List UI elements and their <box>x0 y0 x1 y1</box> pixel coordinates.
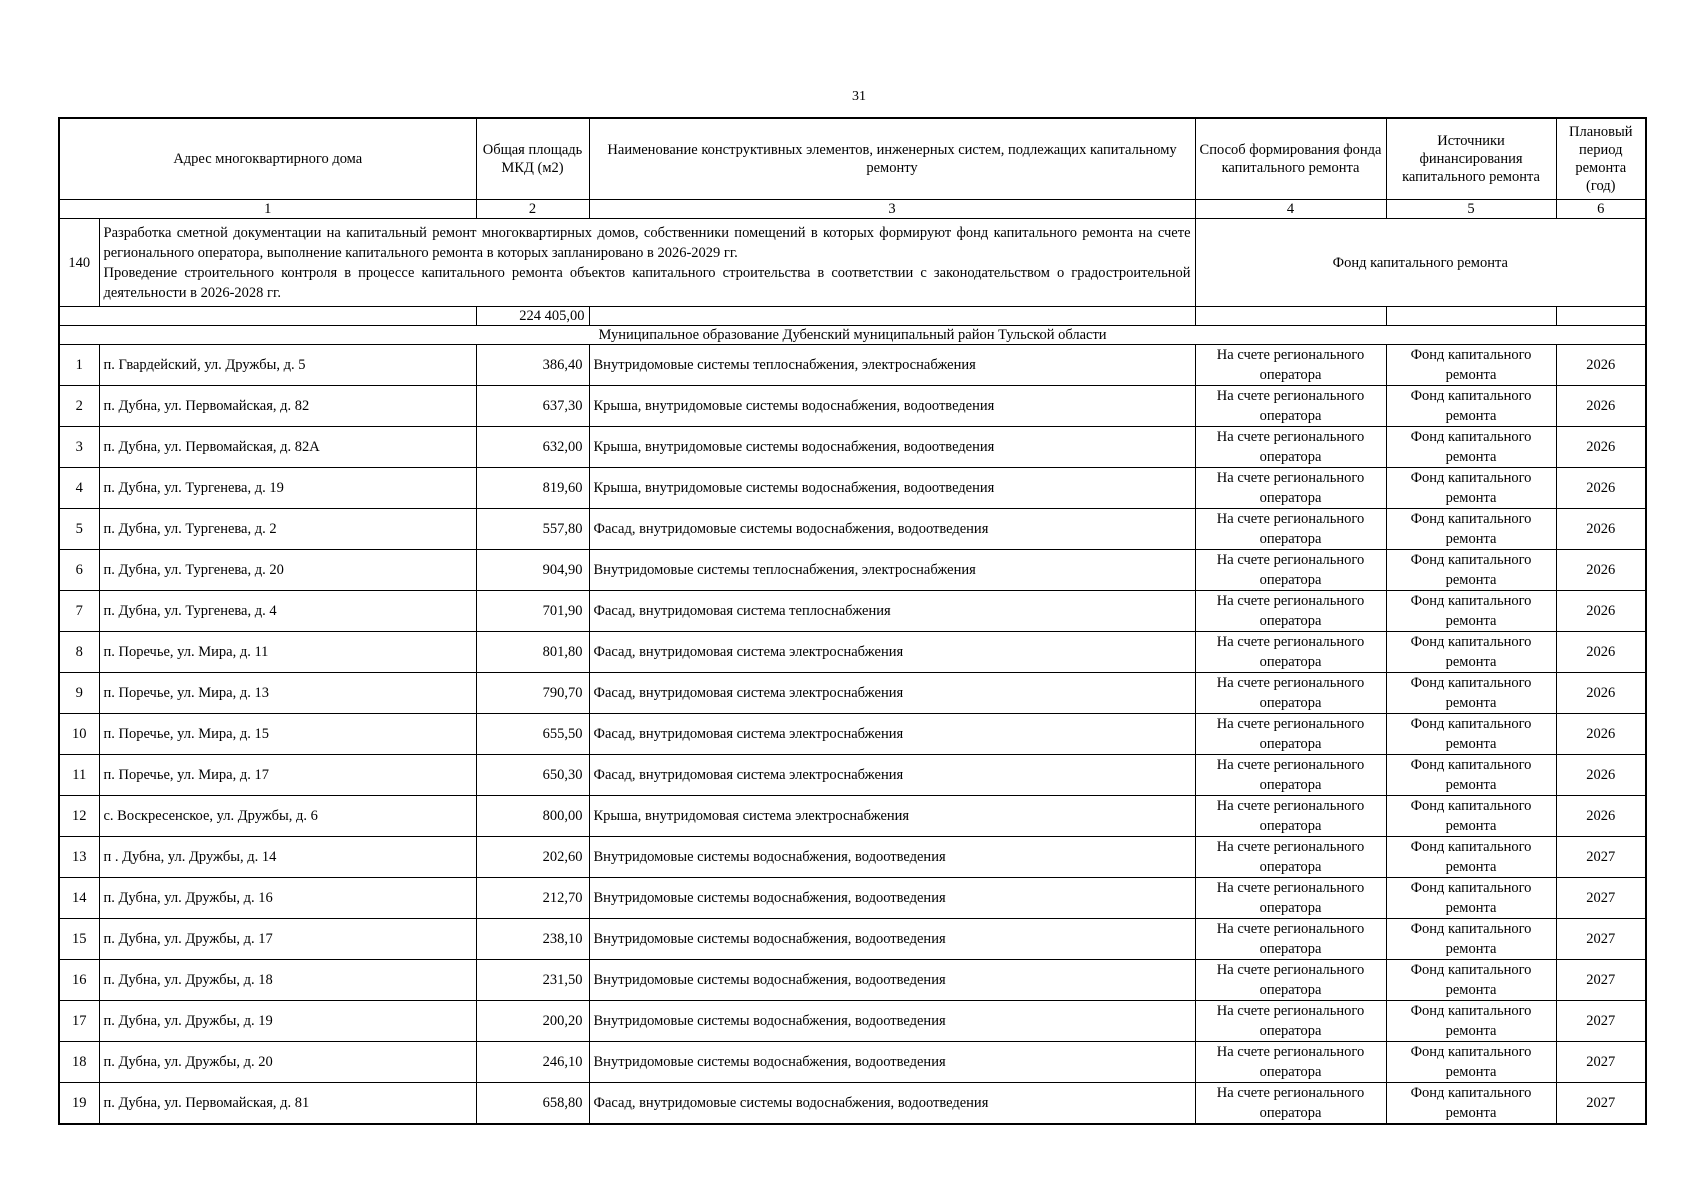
table-row <box>59 796 1646 837</box>
row-year: 2027 <box>1556 837 1646 878</box>
row-source: Фонд капитального ремонта <box>1386 960 1556 1001</box>
header-year: Плановый период ремонта (год) <box>1556 118 1646 200</box>
row-elements: Внутридомовые системы водоснабжения, водоотведения <box>589 1001 1195 1042</box>
row-address: п . Дубна, ул. Дружбы, д. 14 <box>99 837 476 878</box>
row-method: На счете регионального оператора <box>1195 878 1386 919</box>
row-source: Фонд капитального ремонта <box>1386 550 1556 591</box>
row-area: 790,70 <box>476 673 589 714</box>
row-year: 2026 <box>1556 345 1646 386</box>
row-source: Фонд капитального ремонта <box>1386 632 1556 673</box>
row-source: Фонд капитального ремонта <box>1386 878 1556 919</box>
header-source: Источники финансирования капитального ремонта <box>1386 118 1556 200</box>
row-address: с. Воскресенское, ул. Дружбы, д. 6 <box>99 796 476 837</box>
row-method: На счете регионального оператора <box>1195 714 1386 755</box>
row-method: На счете регионального оператора <box>1195 1001 1386 1042</box>
column-number: 3 <box>589 200 1195 219</box>
row-method: На счете регионального оператора <box>1195 1083 1386 1125</box>
row-number: 14 <box>59 878 99 919</box>
total-row <box>59 307 1646 326</box>
row-year: 2026 <box>1556 509 1646 550</box>
row-year: 2026 <box>1556 632 1646 673</box>
row-area: 238,10 <box>476 919 589 960</box>
row-address: п. Дубна, ул. Дружбы, д. 20 <box>99 1042 476 1083</box>
row-year: 2027 <box>1556 960 1646 1001</box>
row-method: На счете регионального оператора <box>1195 632 1386 673</box>
row-elements: Фасад, внутридомовая система электроснабжения <box>589 632 1195 673</box>
header-row <box>59 118 1646 200</box>
row-source: Фонд капитального ремонта <box>1386 673 1556 714</box>
row-address: п. Дубна, ул. Тургенева, д. 20 <box>99 550 476 591</box>
row-number: 10 <box>59 714 99 755</box>
row-elements: Крыша, внутридомовые системы водоснабжения, водоотведения <box>589 468 1195 509</box>
column-number: 5 <box>1386 200 1556 219</box>
column-number: 2 <box>476 200 589 219</box>
row-elements: Внутридомовые системы водоснабжения, водоотведения <box>589 960 1195 1001</box>
table-row <box>59 386 1646 427</box>
row-number: 9 <box>59 673 99 714</box>
row-method: На счете регионального оператора <box>1195 755 1386 796</box>
table-row <box>59 878 1646 919</box>
row-year: 2027 <box>1556 1001 1646 1042</box>
row-area: 658,80 <box>476 1083 589 1125</box>
row-number: 6 <box>59 550 99 591</box>
row-source: Фонд капитального ремонта <box>1386 386 1556 427</box>
table-row <box>59 1042 1646 1083</box>
item-140-fund: Фонд капитального ремонта <box>1195 219 1646 307</box>
row-year: 2027 <box>1556 878 1646 919</box>
row-number: 8 <box>59 632 99 673</box>
item-140-number: 140 <box>59 219 99 307</box>
row-source: Фонд капитального ремонта <box>1386 1001 1556 1042</box>
row-number: 3 <box>59 427 99 468</box>
row-elements: Фасад, внутридомовая система теплоснабжения <box>589 591 1195 632</box>
row-source: Фонд капитального ремонта <box>1386 796 1556 837</box>
row-address: п. Поречье, ул. Мира, д. 13 <box>99 673 476 714</box>
row-source: Фонд капитального ремонта <box>1386 919 1556 960</box>
row-address: п. Поречье, ул. Мира, д. 15 <box>99 714 476 755</box>
row-elements: Крыша, внутридомовые системы водоснабжения, водоотведения <box>589 427 1195 468</box>
item-140-text-2: Проведение строительного контроля в процессе капитального ремонта объектов капитального строительства в соответствии с законодательством о градостроительной деятельности в 2026-2028 гг. <box>103 264 1191 301</box>
table-row <box>59 345 1646 386</box>
row-source: Фонд капитального ремонта <box>1386 714 1556 755</box>
item-140-description <box>99 219 1195 307</box>
row-source: Фонд капитального ремонта <box>1386 1042 1556 1083</box>
page-number: 31 <box>852 89 866 104</box>
row-elements: Фасад, внутридомовые системы водоснабжения, водоотведения <box>589 509 1195 550</box>
row-year: 2026 <box>1556 673 1646 714</box>
row-elements: Внутридомовые системы теплоснабжения, электроснабжения <box>589 345 1195 386</box>
table-row <box>59 673 1646 714</box>
row-source: Фонд капитального ремонта <box>1386 345 1556 386</box>
row-area: 557,80 <box>476 509 589 550</box>
row-elements: Внутридомовые системы водоснабжения, водоотведения <box>589 837 1195 878</box>
row-source: Фонд капитального ремонта <box>1386 468 1556 509</box>
row-method: На счете регионального оператора <box>1195 673 1386 714</box>
row-area: 904,90 <box>476 550 589 591</box>
row-year: 2027 <box>1556 1083 1646 1125</box>
row-address: п. Гвардейский, ул. Дружбы, д. 5 <box>99 345 476 386</box>
municipality-row <box>59 326 1646 345</box>
table-row <box>59 550 1646 591</box>
row-elements: Фасад, внутридомовая система электроснабжения <box>589 673 1195 714</box>
row-number: 15 <box>59 919 99 960</box>
row-address: п. Дубна, ул. Тургенева, д. 19 <box>99 468 476 509</box>
table-row <box>59 632 1646 673</box>
column-number-row <box>59 200 1646 219</box>
row-area: 246,10 <box>476 1042 589 1083</box>
row-year: 2026 <box>1556 755 1646 796</box>
row-elements: Фасад, внутридомовые системы водоснабжения, водоотведения <box>589 1083 1195 1125</box>
row-address: п. Дубна, ул. Первомайская, д. 82 <box>99 386 476 427</box>
repair-plan-table <box>58 117 1647 1125</box>
row-source: Фонд капитального ремонта <box>1386 1083 1556 1125</box>
row-year: 2026 <box>1556 591 1646 632</box>
row-number: 16 <box>59 960 99 1001</box>
row-area: 819,60 <box>476 468 589 509</box>
table-row <box>59 919 1646 960</box>
row-number: 2 <box>59 386 99 427</box>
row-year: 2026 <box>1556 550 1646 591</box>
row-elements: Внутридомовые системы водоснабжения, водоотведения <box>589 878 1195 919</box>
row-year: 2026 <box>1556 386 1646 427</box>
row-number: 17 <box>59 1001 99 1042</box>
row-area: 801,80 <box>476 632 589 673</box>
header-elements: Наименование конструктивных элементов, инженерных систем, подлежащих капитальному ремонту <box>589 118 1195 200</box>
row-method: На счете регионального оператора <box>1195 960 1386 1001</box>
column-number: 1 <box>59 200 476 219</box>
table-row <box>59 1001 1646 1042</box>
row-year: 2026 <box>1556 427 1646 468</box>
row-method: На счете регионального оператора <box>1195 345 1386 386</box>
table-row <box>59 427 1646 468</box>
row-elements: Внутридомовые системы водоснабжения, водоотведения <box>589 1042 1195 1083</box>
row-area: 800,00 <box>476 796 589 837</box>
row-source: Фонд капитального ремонта <box>1386 427 1556 468</box>
row-year: 2027 <box>1556 1042 1646 1083</box>
row-area: 632,00 <box>476 427 589 468</box>
header-address: Адрес многоквартирного дома <box>59 118 476 200</box>
row-year: 2026 <box>1556 468 1646 509</box>
row-method: На счете регионального оператора <box>1195 386 1386 427</box>
row-source: Фонд капитального ремонта <box>1386 509 1556 550</box>
column-number: 6 <box>1556 200 1646 219</box>
table-row <box>59 837 1646 878</box>
row-address: п. Дубна, ул. Первомайская, д. 82А <box>99 427 476 468</box>
row-address: п. Поречье, ул. Мира, д. 11 <box>99 632 476 673</box>
row-area: 701,90 <box>476 591 589 632</box>
row-year: 2026 <box>1556 796 1646 837</box>
row-method: На счете регионального оператора <box>1195 468 1386 509</box>
row-area: 650,30 <box>476 755 589 796</box>
row-elements: Крыша, внутридомовая система электроснабжения <box>589 796 1195 837</box>
row-area: 386,40 <box>476 345 589 386</box>
table-row <box>59 1083 1646 1125</box>
row-area: 231,50 <box>476 960 589 1001</box>
table-row <box>59 960 1646 1001</box>
column-number: 4 <box>1195 200 1386 219</box>
row-method: На счете регионального оператора <box>1195 1042 1386 1083</box>
total-area: 224 405,00 <box>476 307 589 326</box>
row-address: п. Дубна, ул. Дружбы, д. 18 <box>99 960 476 1001</box>
row-number: 7 <box>59 591 99 632</box>
row-address: п. Дубна, ул. Первомайская, д. 81 <box>99 1083 476 1125</box>
row-number: 19 <box>59 1083 99 1125</box>
row-elements: Фасад, внутридомовая система электроснабжения <box>589 755 1195 796</box>
table-row <box>59 509 1646 550</box>
row-address: п. Поречье, ул. Мира, д. 17 <box>99 755 476 796</box>
row-area: 200,20 <box>476 1001 589 1042</box>
row-address: п. Дубна, ул. Дружбы, д. 17 <box>99 919 476 960</box>
row-method: На счете регионального оператора <box>1195 550 1386 591</box>
row-area: 655,50 <box>476 714 589 755</box>
row-method: На счете регионального оператора <box>1195 427 1386 468</box>
row-address: п. Дубна, ул. Тургенева, д. 2 <box>99 509 476 550</box>
row-area: 637,30 <box>476 386 589 427</box>
row-method: На счете регионального оператора <box>1195 919 1386 960</box>
row-source: Фонд капитального ремонта <box>1386 837 1556 878</box>
row-number: 5 <box>59 509 99 550</box>
row-number: 12 <box>59 796 99 837</box>
table-row <box>59 591 1646 632</box>
table-row <box>59 714 1646 755</box>
header-method: Способ формирования фонда капитального ремонта <box>1195 118 1386 200</box>
row-method: На счете регионального оператора <box>1195 509 1386 550</box>
row-address: п. Дубна, ул. Дружбы, д. 19 <box>99 1001 476 1042</box>
item-140-row <box>59 219 1646 307</box>
row-number: 18 <box>59 1042 99 1083</box>
row-year: 2026 <box>1556 714 1646 755</box>
row-year: 2027 <box>1556 919 1646 960</box>
table-row <box>59 468 1646 509</box>
row-area: 212,70 <box>476 878 589 919</box>
row-address: п. Дубна, ул. Дружбы, д. 16 <box>99 878 476 919</box>
row-number: 13 <box>59 837 99 878</box>
header-area: Общая площадь МКД (м2) <box>476 118 589 200</box>
row-source: Фонд капитального ремонта <box>1386 591 1556 632</box>
item-140-text-1: Разработка сметной документации на капитальный ремонт многоквартирных домов, собственники помещений в которых формируют фонд капитального ремонта на счете регионального оператора, выполнение капитального ремонта в которых запланировано в 2026-2029 гг. <box>103 224 1191 261</box>
row-source: Фонд капитального ремонта <box>1386 755 1556 796</box>
table-row <box>59 755 1646 796</box>
municipality-title: Муниципальное образование Дубенский муниципальный район Тульской области <box>59 326 1646 345</box>
row-number: 1 <box>59 345 99 386</box>
row-area: 202,60 <box>476 837 589 878</box>
row-elements: Фасад, внутридомовая система электроснабжения <box>589 714 1195 755</box>
row-method: На счете регионального оператора <box>1195 796 1386 837</box>
row-method: На счете регионального оператора <box>1195 591 1386 632</box>
row-elements: Внутридомовые системы водоснабжения, водоотведения <box>589 919 1195 960</box>
row-number: 11 <box>59 755 99 796</box>
row-address: п. Дубна, ул. Тургенева, д. 4 <box>99 591 476 632</box>
row-elements: Крыша, внутридомовые системы водоснабжения, водоотведения <box>589 386 1195 427</box>
row-number: 4 <box>59 468 99 509</box>
row-method: На счете регионального оператора <box>1195 837 1386 878</box>
row-elements: Внутридомовые системы теплоснабжения, электроснабжения <box>589 550 1195 591</box>
